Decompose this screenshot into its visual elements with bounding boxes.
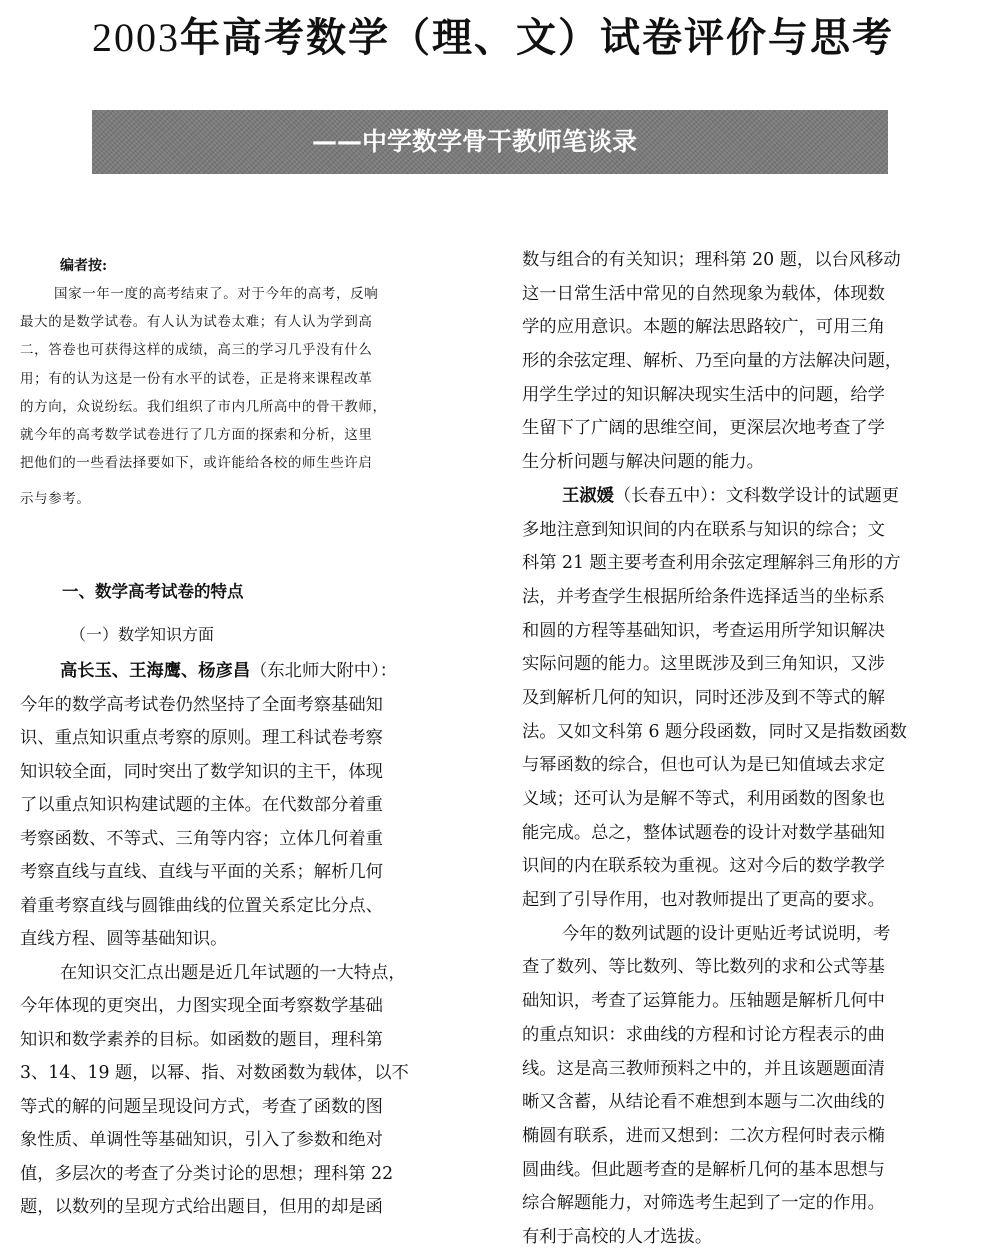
paragraph-line: 综合解题能力，对筛选考生起到了一定的作用。 [522, 1193, 885, 1214]
paragraph-line [522, 480, 982, 514]
paragraph-line: 圆曲线。但此题考查的是解析几何的基本思想与 [522, 1159, 885, 1180]
paragraph-line: 在知识交汇点出题是近几年试题的一大特点， [60, 962, 406, 983]
paragraph-line [20, 655, 492, 689]
paragraph-line: 法，并考查学生根据所给条件选择适当的坐标系 [522, 586, 885, 607]
speaker-name: 高长玉、王海鹰、杨彦昌 [60, 661, 251, 681]
paragraph-line: 础知识，考查了运算能力。压轴题是解析几何中 [522, 991, 885, 1012]
editor-note-line: 把他们的一些看法择要如下，或许能给各校的师生些许启 [20, 455, 373, 472]
paragraph-line: 值，多层次的考查了分类讨论的思想；理科第 22 [20, 1163, 394, 1184]
paragraph-line: 科第 21 题主要考查利用余弦定理解斜三角形的方 [522, 553, 901, 574]
paragraph-line: 今年的数学高考试卷仍然坚持了全面考察基础知 [20, 694, 383, 715]
paragraph-line: 用学生学过的知识解决现实生活中的问题，给学 [522, 384, 885, 405]
editor-note-line: 用；有的认为这是一份有水平的试卷，正是将来课程改革 [20, 370, 373, 387]
editor-note-line: 就今年的高考数学试卷进行了几方面的探索和分析，这里 [20, 426, 373, 443]
paragraph-line: 能完成。总之，整体试题卷的设计对数学基础知 [522, 822, 885, 843]
editor-note [20, 252, 492, 514]
paragraph-line: 着重考察直线与圆锥曲线的位置关系定比分点、 [20, 895, 383, 916]
paragraph-line: 题，以数列的呈现方式给出题目，但用的却是函 [20, 1197, 383, 1217]
paragraph-line: 了以重点知识构建试题的主体。在代数部分着重 [20, 795, 383, 815]
paragraph-line: 生留下了广阔的思维空间，更深层次地考查了学 [522, 418, 885, 439]
paragraph-line: 有利于高校的人才选拔。 [522, 1226, 713, 1247]
page-title [0, 6, 986, 63]
paragraph-line: 知识和数学素养的目标。如函数的题目，理科第 [20, 1029, 383, 1050]
editor-note-line: 的方向，众说纷纭。我们组织了市内几所高中的骨干教师， [20, 398, 387, 415]
speaker-name: 王淑媛 [562, 485, 614, 506]
paragraph-line: 实际问题的能力。这里既涉及到三角知识，又涉 [522, 654, 885, 675]
editor-note-line: 最大的是数学试卷。有人认为试卷太难；有人认为学到高 [20, 314, 373, 331]
paragraph-line: 线。这是高三教师预料之中的，并且该题题面清 [522, 1058, 885, 1079]
speaker-affiliation: （长春五中）：文科数学设计的试题更 [613, 485, 899, 506]
paragraph-line: 今年体现的更突出，力图实现全面考察数学基础 [20, 996, 383, 1016]
paragraph-line: 与幂函数的综合，但也可认为是已知值域去求定 [522, 755, 885, 776]
title-text: 年高考数学（理、文）试卷评价与思考 [180, 14, 894, 61]
paragraph-line: 起到了引导作用，也对教师提出了更高的要求。 [522, 890, 885, 911]
section-heading: 一、数学高考试卷的特点 [62, 582, 244, 601]
subtitle: ——中学数学骨干教师笔谈录 [312, 127, 638, 156]
paragraph-line: 生分析问题与解决问题的能力。 [522, 452, 764, 473]
paragraph-line: 及到解析几何的知识，同时还涉及到不等式的解 [522, 687, 885, 708]
paragraph-line: 象性质、单调性等基础知识，引入了参数和绝对 [20, 1130, 383, 1150]
title-year: 2003 [92, 15, 180, 60]
paragraph-line: 数与组合的有关知识；理科第 20 题，以台风移动 [522, 250, 901, 270]
paragraph-line: 法。又如文科第 6 题分段函数，同时又是指数函数 [522, 721, 907, 742]
editor-note-line: 示与参考。 [20, 491, 91, 508]
paragraph-line: 今年的数列试题的设计更贴近考试说明，考 [562, 923, 891, 944]
paragraph-line: 形的余弦定理、解析、乃至向量的方法解决问题， [522, 351, 903, 372]
subsection-heading: （一）数学知识方面 [70, 625, 215, 644]
editor-note-line: 国家一年一度的高考结束了。对于今年的高考，反响 [54, 286, 379, 302]
paragraph-line: 识、重点知识重点考察的原则。理工科试卷考察 [20, 728, 383, 748]
paragraph-line: 的重点知识：求曲线的方程和讨论方程表示的曲 [522, 1024, 885, 1045]
right-column-body [522, 244, 982, 1255]
paragraph-line: 义域；还可认为是解不等式，利用函数的图象也 [522, 789, 885, 809]
paragraph-line: 学的应用意识。本题的解法思路较广，可用三角 [522, 317, 885, 338]
left-column-body [20, 655, 492, 1225]
paragraph-line: 考察直线与直线、直线与平面的关系；解析几何 [20, 862, 383, 882]
paragraph-line: 识间的内在联系较为重视。这对今后的数学教学 [522, 856, 885, 877]
paragraph-line: 考察函数、不等式、三角等内容；立体几何着重 [20, 828, 383, 849]
speaker-affiliation: （东北师大附中）： [250, 661, 397, 681]
paragraph-line: 多地注意到知识间的内在联系与知识的综合；文 [522, 519, 885, 540]
editor-note-line: 二，答卷也可获得这样的成绩，高三的学习几乎没有什么 [20, 342, 373, 359]
paragraph-line: 晰又含蓄，从结论看不难想到本题与二次曲线的 [522, 1092, 885, 1113]
paragraph-line: 3、14、19 题，以幂、指、对数函数为载体，以不 [20, 1063, 409, 1083]
paragraph-line: 查了数列、等比数列、等比数列的求和公式等基 [522, 957, 885, 978]
paragraph-line: 和圆的方程等基础知识，考查运用所学知识解决 [522, 620, 885, 641]
paragraph-line: 椭圆有联系，进而又想到：二次方程何时表示椭 [522, 1125, 885, 1146]
paragraph-line: 等式的解的问题呈现设问方式，考查了函数的图 [20, 1096, 383, 1117]
editor-note-heading: 编者按: [60, 258, 108, 274]
paragraph-line: 知识较全面，同时突出了数学知识的主干，体现 [20, 761, 383, 782]
paragraph-line: 直线方程、圆等基础知识。 [20, 929, 228, 949]
paragraph-line: 这一日常生活中常见的自然现象为载体，体现数 [522, 283, 885, 304]
